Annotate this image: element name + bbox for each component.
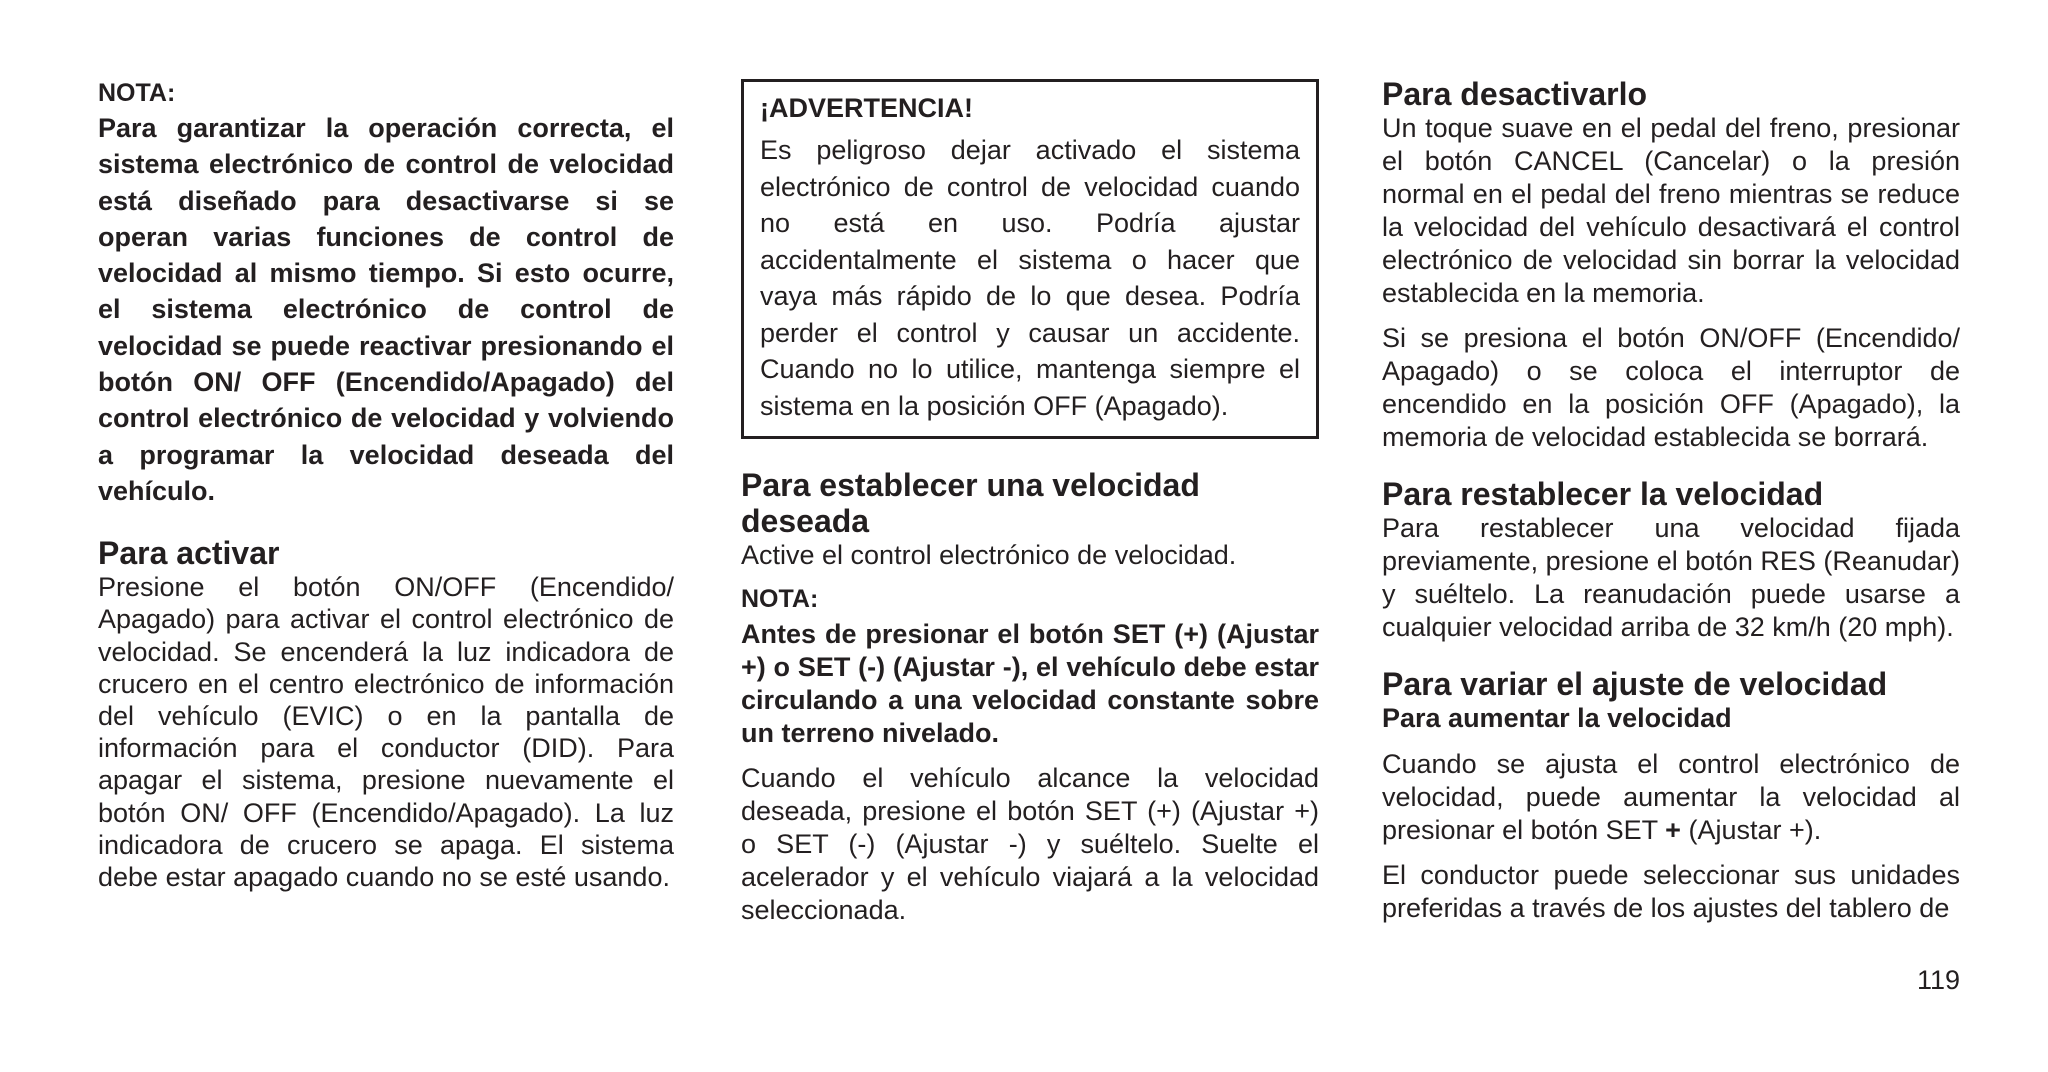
- section-heading-activar: Para activar: [98, 535, 280, 572]
- section-heading-restablecer: Para restablecer la velocidad: [1382, 476, 1824, 512]
- onoff-paragraph: Si se presiona el botón ON/OFF (Encendido/ Apagado) o se coloca el interruptor de encendido en la posición OFF (Apagado), la memoria de velocidad establecida se borrará.: [1382, 323, 1960, 452]
- warning-text: Es peligroso dejar activado el sistema electrónico de control de velocidad cuando no está en uso. Podría ajustar accidentalmente el sistema o hacer que vaya más rápido de lo que desea. Podría perder el control y causar un accidente. Cuando no lo utilice, mantenga siempre el sistema en la posición OFF (Apagado).: [760, 135, 1300, 421]
- middle-column: [741, 79, 1319, 927]
- left-column: [98, 76, 674, 893]
- section-heading-desactivar: Para desactivarlo: [1382, 76, 1648, 112]
- desactivar-paragraph: Un toque suave en el pedal del freno, presionar el botón CANCEL (Cancelar) o la presión normal en el pedal del freno mientras se reduce la velocidad del vehículo desactivará el control electrónico de velocidad sin borrar la velocidad establecida en la memoria.: [1382, 113, 1960, 308]
- subheading-aumentar: Para aumentar la velocidad: [1382, 703, 1732, 733]
- page-number: 119: [1916, 965, 1960, 995]
- plus-symbol: +: [1665, 815, 1681, 845]
- alcance-paragraph: Cuando el vehículo alcance la velocidad deseada, presione el botón SET (+) (Ajustar +) o SET (-) (Ajustar -) y suéltelo. Suelte el acelerador y el vehículo viajará a la velocidad seleccionada.: [741, 763, 1319, 925]
- aumentar-text-end: (Ajustar +).: [1680, 815, 1822, 845]
- nota-label: NOTA:: [741, 585, 819, 613]
- section-heading-establecer: Para establecer una velocidad deseada: [741, 467, 1200, 539]
- nota-label: NOTA:: [98, 79, 176, 107]
- establecer-paragraph: Active el control electrónico de velocidad.: [741, 540, 1237, 570]
- restablecer-paragraph: Para restablecer una velocidad fijada previamente, presione el botón RES (Reanudar) y suéltelo. La reanudación puede usarse a cualquier velocidad arriba de 32 km/h (20 mph).: [1382, 513, 1960, 642]
- section-heading-variar: Para variar el ajuste de velocidad: [1382, 666, 1888, 702]
- nota-text: Para garantizar la operación correcta, el sistema electrónico de control de velocidad está diseñado para desactivarse si se operan varias funciones de control de velocidad al mismo tiempo. Si esto ocurre, el sistema electrónico de control de velocidad se puede reactivar presionando el botón ON/ OFF (Encendido/Apagado) del control electrónico de velocidad y volviendo a programar la velocidad deseada del vehículo.: [98, 113, 674, 506]
- aumentar-text-start: Cuando se ajusta el control electrónico de velocidad, puede aumentar la velocidad al presionar el botón SET: [1382, 749, 1960, 845]
- nota-text: Antes de presionar el botón SET (+) (Ajustar +) o SET (-) (Ajustar -), el vehículo debe estar circulando a una velocidad constante sobre un terreno nivelado.: [741, 619, 1319, 748]
- warning-box: [741, 79, 1319, 439]
- aumentar-paragraph: [1382, 748, 1960, 847]
- right-column: [1382, 76, 1960, 925]
- activar-paragraph: Presione el botón ON/OFF (Encendido/ Apagado) para activar el control electrónico de velocidad. Se encenderá la luz indicadora de crucero en el centro electrónico de información del vehículo (EVIC) o en la pantalla de información para el conductor (DID). Para apagar el sistema, presione nuevamente el botón ON/ OFF (Encendido/Apagado). La luz indicadora de crucero se apaga. El sistema debe estar apagado cuando no se esté usando.: [98, 572, 674, 893]
- warning-title: ¡ADVERTENCIA!: [760, 93, 973, 123]
- unidades-paragraph: El conductor puede seleccionar sus unidades preferidas a través de los ajustes del tablero de: [1382, 860, 1960, 923]
